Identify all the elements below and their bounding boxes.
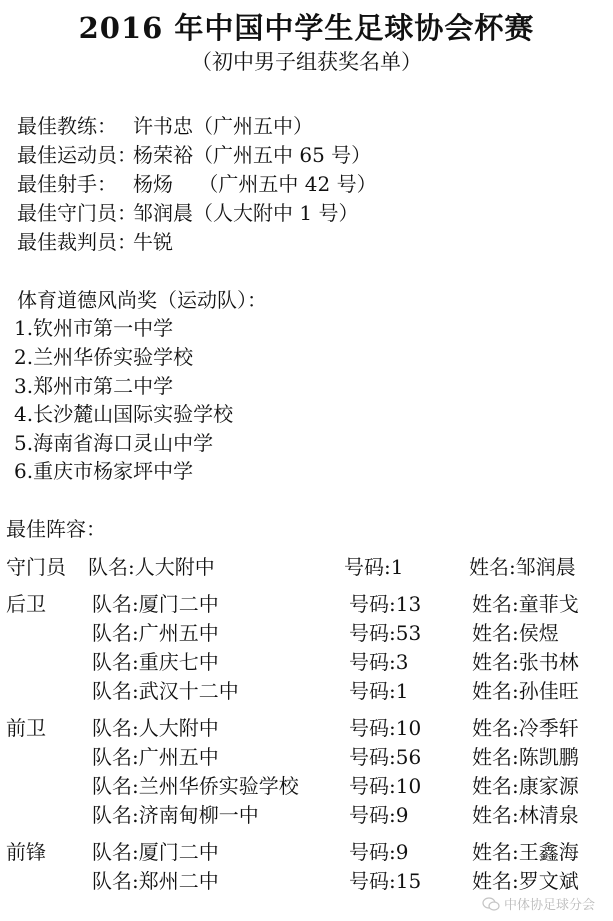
sportsmanship-team: 6.重庆市杨家坪中学 <box>14 459 194 483</box>
watermark-text: 中体协足球分会 <box>503 898 595 913</box>
watermark <box>482 894 595 913</box>
award-label-referee: 最佳裁判员： <box>17 230 137 254</box>
player-team: 队名:济南甸柳一中 <box>92 803 259 827</box>
sportsmanship-heading: 体育道德风尚奖（运动队）： <box>17 288 267 312</box>
player-team: 队名:厦门二中 <box>92 592 219 616</box>
player-team: 队名:武汉十二中 <box>92 679 239 703</box>
sportsmanship-team: 5.海南省海口灵山中学 <box>14 431 214 455</box>
player-name: 姓名:罗文斌 <box>472 869 579 893</box>
position-label-defender: 后卫 <box>6 592 46 616</box>
award-label-coach: 最佳教练： <box>17 114 117 138</box>
document-title: 2016 年中国中学生足球协会杯赛 <box>78 11 535 45</box>
player-team: 队名:广州五中 <box>92 745 219 769</box>
player-number: 号码:53 <box>349 621 422 645</box>
player-name: 姓名:孙佳旺 <box>472 679 579 703</box>
sportsmanship-team: 4.长沙麓山国际实验学校 <box>14 402 234 426</box>
player-number: 号码:9 <box>349 803 409 827</box>
award-value-scorer: 杨炀 （广州五中 42 号） <box>133 172 377 196</box>
player-name: 姓名:张书林 <box>472 650 579 674</box>
sportsmanship-team: 1.钦州市第一中学 <box>14 316 174 340</box>
sportsmanship-team: 2.兰州华侨实验学校 <box>14 345 194 369</box>
award-label-player: 最佳运动员： <box>17 143 137 167</box>
player-team: 队名:广州五中 <box>92 621 219 645</box>
player-number: 号码:13 <box>349 592 422 616</box>
award-value-referee: 牛锐 <box>133 230 173 254</box>
player-name: 姓名:童菲戈 <box>472 592 579 616</box>
award-value-goalkeeper: 邹润晨（人大附中 1 号） <box>133 201 359 225</box>
player-team: 队名:郑州二中 <box>92 869 219 893</box>
player-name: 姓名:王鑫海 <box>472 840 579 864</box>
player-name: 姓名:侯煜 <box>472 621 559 645</box>
player-name: 姓名:林清泉 <box>472 803 579 827</box>
lineup-heading: 最佳阵容： <box>6 517 106 541</box>
document-subtitle: （初中男子组获奖名单） <box>191 50 422 74</box>
player-team: 队名:重庆七中 <box>92 650 219 674</box>
player-name: 姓名:陈凯鹏 <box>472 745 579 769</box>
player-team: 队名:人大附中 <box>92 716 219 740</box>
wechat-icon <box>482 897 500 911</box>
player-number: 号码:1 <box>344 555 404 579</box>
player-name: 姓名:邹润晨 <box>469 555 576 579</box>
player-number: 号码:15 <box>349 869 422 893</box>
player-number: 号码:10 <box>349 716 422 740</box>
award-label-scorer: 最佳射手： <box>17 172 117 196</box>
player-number: 号码:3 <box>349 650 409 674</box>
sportsmanship-team: 3.郑州市第二中学 <box>14 374 174 398</box>
player-number: 号码:10 <box>349 774 422 798</box>
award-value-player: 杨荣裕（广州五中 65 号） <box>133 143 372 167</box>
player-name: 姓名:冷季轩 <box>472 716 579 740</box>
player-name: 姓名:康家源 <box>472 774 579 798</box>
position-label-forward: 前锋 <box>6 840 46 864</box>
player-number: 号码:9 <box>349 840 409 864</box>
player-team: 队名:人大附中 <box>88 555 215 579</box>
position-label-midfielder: 前卫 <box>6 716 46 740</box>
player-team: 队名:厦门二中 <box>92 840 219 864</box>
position-label-goalkeeper: 守门员 <box>6 555 66 579</box>
award-value-coach: 许书忠（广州五中） <box>133 114 313 138</box>
award-label-goalkeeper: 最佳守门员： <box>17 201 137 225</box>
player-team: 队名:兰州华侨实验学校 <box>92 774 299 798</box>
player-number: 号码:56 <box>349 745 422 769</box>
player-number: 号码:1 <box>349 679 409 703</box>
